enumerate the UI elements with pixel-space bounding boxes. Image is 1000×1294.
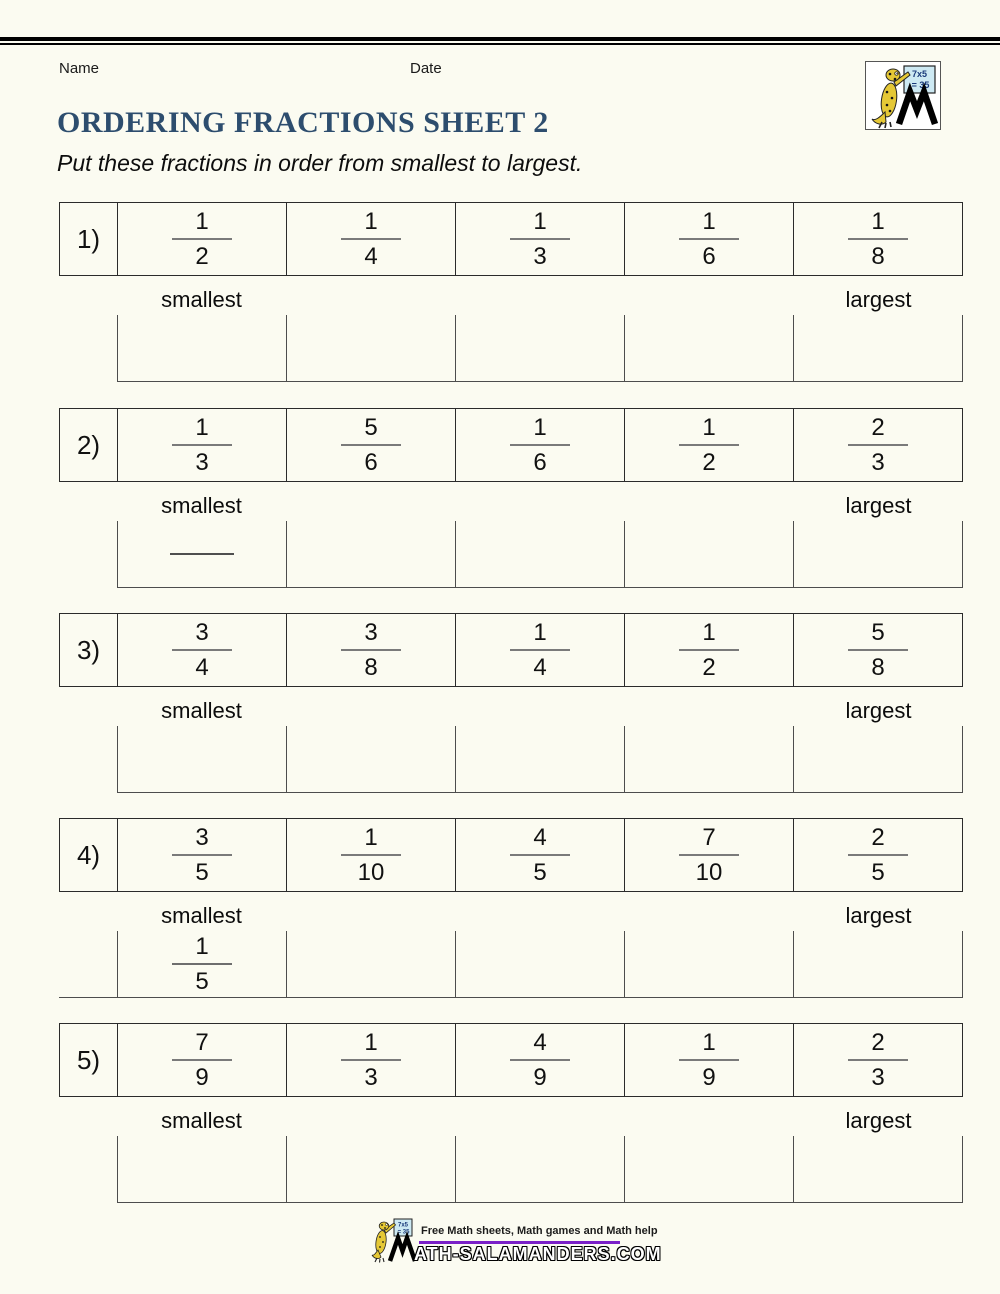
fraction-denominator: 4 <box>533 654 547 681</box>
fraction-numerator: 2 <box>871 413 885 441</box>
fraction-cell <box>794 409 962 481</box>
problem-row-5 <box>0 1023 1000 1203</box>
fraction-denominator: 6 <box>533 449 547 476</box>
salamander-easel-icon <box>866 62 940 129</box>
largest-label: largest <box>845 698 912 723</box>
answer-cell <box>455 521 624 587</box>
top-rule-thick <box>0 37 1000 41</box>
fraction-bar-line <box>172 444 232 446</box>
largest-label: largest <box>845 287 912 312</box>
fraction-bar-line <box>679 854 739 856</box>
fraction-numerator: 7 <box>195 1028 209 1056</box>
answer-cell <box>793 1136 963 1202</box>
fraction-denominator: 10 <box>357 859 385 886</box>
fraction-bar-line <box>341 649 401 651</box>
fraction-table <box>59 202 963 276</box>
fraction-table <box>59 408 963 482</box>
fraction-cell <box>118 614 287 686</box>
answer-cell <box>286 1136 455 1202</box>
fraction-cell <box>625 614 794 686</box>
fraction-numerator: 1 <box>364 823 378 851</box>
answer-cell <box>624 521 793 587</box>
footer-card-line2: = 35 <box>397 1229 410 1236</box>
answer-row-lead-line <box>59 997 117 998</box>
fraction-bar-line <box>341 238 401 240</box>
smallest-label: smallest <box>161 493 242 518</box>
fraction-numerator: 3 <box>195 823 209 851</box>
fraction-cell <box>456 203 625 275</box>
fraction-cell <box>794 614 962 686</box>
answer-cell <box>117 521 286 587</box>
fraction-denominator: 4 <box>195 654 209 681</box>
answer-fraction-numerator: 1 <box>195 932 209 960</box>
answer-cell <box>455 931 624 997</box>
fraction-denominator: 4 <box>364 243 378 270</box>
fraction-bar-line <box>510 649 570 651</box>
fraction-table <box>59 613 963 687</box>
problem-row-2 <box>0 408 1000 588</box>
footer-tagline: Free Math sheets, Math games and Math help <box>421 1225 658 1237</box>
smallest-label: smallest <box>161 698 242 723</box>
fraction-cell <box>625 1024 794 1096</box>
fraction-cell <box>287 203 456 275</box>
answer-cell <box>624 1136 793 1202</box>
answer-cell <box>624 315 793 381</box>
fraction-cell <box>118 203 287 275</box>
fraction-cell <box>456 614 625 686</box>
logo-card-line2: = 35 <box>911 80 930 90</box>
math-salamanders-logo <box>865 61 941 130</box>
fraction-cell <box>287 819 456 891</box>
answer-row <box>117 1136 963 1203</box>
fraction-denominator: 10 <box>695 859 723 886</box>
fraction-denominator: 6 <box>364 449 378 476</box>
fraction-denominator: 2 <box>195 243 209 270</box>
top-rule-thin <box>0 43 1000 45</box>
answer-cell <box>286 726 455 792</box>
fraction-bar-line <box>341 444 401 446</box>
fraction-cell <box>287 1024 456 1096</box>
fraction-table <box>59 818 963 892</box>
fraction-denominator: 9 <box>195 1064 209 1091</box>
answer-cell <box>793 521 963 587</box>
fraction-numerator: 1 <box>702 207 716 235</box>
answer-row <box>117 931 963 998</box>
fraction-numerator: 4 <box>533 823 547 851</box>
footer-card-line1: 7x5 <box>397 1222 409 1229</box>
problem-number: 2) <box>60 409 118 481</box>
fraction-cell <box>625 819 794 891</box>
instruction-text: Put these fractions in order from smallest to largest. <box>57 150 583 176</box>
fraction-denominator: 8 <box>871 654 885 681</box>
fraction-denominator: 3 <box>364 1064 378 1091</box>
fraction-cell <box>287 614 456 686</box>
problem-number: 5) <box>60 1024 118 1096</box>
answer-cell <box>286 521 455 587</box>
answer-row <box>117 315 963 382</box>
fraction-numerator: 1 <box>364 1028 378 1056</box>
fraction-numerator: 1 <box>702 1028 716 1056</box>
fraction-numerator: 5 <box>364 413 378 441</box>
answer-cell <box>793 315 963 381</box>
largest-label: largest <box>845 903 912 928</box>
fraction-bar-line <box>172 963 232 965</box>
fraction-bar-line <box>510 854 570 856</box>
page-title: ORDERING FRACTIONS SHEET 2 <box>57 106 549 139</box>
fraction-cell <box>794 819 962 891</box>
fraction-bar-line <box>848 649 908 651</box>
problem-row-1 <box>0 202 1000 382</box>
fraction-bar-line <box>679 649 739 651</box>
fraction-denominator: 8 <box>871 243 885 270</box>
fraction-table <box>59 1023 963 1097</box>
smallest-label: smallest <box>161 287 242 312</box>
name-label: Name <box>59 60 100 77</box>
fraction-bar-line <box>341 1059 401 1061</box>
fraction-denominator: 9 <box>702 1064 716 1091</box>
problem-number: 4) <box>60 819 118 891</box>
fraction-numerator: 1 <box>364 207 378 235</box>
answer-cell <box>455 726 624 792</box>
fraction-numerator: 4 <box>533 1028 547 1056</box>
fraction-bar-line <box>172 649 232 651</box>
fraction-denominator: 9 <box>533 1064 547 1091</box>
fraction-denominator: 3 <box>195 449 209 476</box>
fraction-bar-line <box>341 854 401 856</box>
answer-cell <box>455 1136 624 1202</box>
fraction-numerator: 1 <box>533 207 547 235</box>
fraction-numerator: 1 <box>533 413 547 441</box>
answer-cell <box>117 1136 286 1202</box>
smallest-label: smallest <box>161 1108 242 1133</box>
answer-cell <box>624 726 793 792</box>
answer-cell <box>793 931 963 997</box>
fraction-bar-line <box>172 1059 232 1061</box>
fraction-numerator: 2 <box>871 823 885 851</box>
fraction-numerator: 2 <box>871 1028 885 1056</box>
fraction-cell <box>118 409 287 481</box>
fraction-denominator: 8 <box>364 654 378 681</box>
fraction-numerator: 1 <box>702 413 716 441</box>
fraction-bar-line <box>172 238 232 240</box>
fraction-numerator: 1 <box>195 413 209 441</box>
answer-blank-fraction-bar <box>170 553 234 555</box>
fraction-bar-line <box>679 238 739 240</box>
answer-cell <box>117 315 286 381</box>
fraction-bar-line <box>848 238 908 240</box>
fraction-cell <box>118 1024 287 1096</box>
fraction-cell <box>625 409 794 481</box>
fraction-bar-line <box>848 1059 908 1061</box>
answer-cell <box>455 315 624 381</box>
fraction-numerator: 5 <box>871 618 885 646</box>
problem-row-4 <box>0 818 1000 998</box>
fraction-cell <box>794 1024 962 1096</box>
fraction-cell <box>118 819 287 891</box>
footer-site-wordmark: ATH-SALAMANDERS.COM <box>414 1244 662 1264</box>
answer-cell <box>286 315 455 381</box>
fraction-denominator: 5 <box>533 859 547 886</box>
fraction-bar-line <box>510 238 570 240</box>
fraction-cell <box>794 203 962 275</box>
fraction-denominator: 6 <box>702 243 716 270</box>
answer-row <box>117 521 963 588</box>
fraction-cell <box>456 1024 625 1096</box>
answer-cell <box>793 726 963 792</box>
fraction-bar-line <box>848 854 908 856</box>
fraction-numerator: 1 <box>871 207 885 235</box>
logo-card-line1: 7x5 <box>911 69 928 79</box>
fraction-bar-line <box>510 1059 570 1061</box>
problem-number: 1) <box>60 203 118 275</box>
fraction-cell <box>456 819 625 891</box>
date-label: Date <box>410 60 442 77</box>
fraction-bar-line <box>848 444 908 446</box>
fraction-denominator: 5 <box>195 859 209 886</box>
fraction-cell <box>287 409 456 481</box>
fraction-denominator: 3 <box>871 1064 885 1091</box>
fraction-numerator: 3 <box>364 618 378 646</box>
smallest-label: smallest <box>161 903 242 928</box>
largest-label: largest <box>845 493 912 518</box>
fraction-cell <box>625 203 794 275</box>
fraction-numerator: 7 <box>702 823 716 851</box>
fraction-numerator: 1 <box>533 618 547 646</box>
fraction-bar-line <box>172 854 232 856</box>
fraction-denominator: 3 <box>871 449 885 476</box>
answer-fraction-denominator: 5 <box>195 968 209 995</box>
fraction-denominator: 5 <box>871 859 885 886</box>
fraction-denominator: 2 <box>702 449 716 476</box>
fraction-bar-line <box>679 444 739 446</box>
fraction-cell <box>456 409 625 481</box>
answer-row <box>117 726 963 793</box>
fraction-numerator: 1 <box>195 207 209 235</box>
answer-cell <box>117 931 286 997</box>
largest-label: largest <box>845 1108 912 1133</box>
fraction-bar-line <box>510 444 570 446</box>
fraction-denominator: 2 <box>702 654 716 681</box>
answer-cell <box>624 931 793 997</box>
problem-row-3 <box>0 613 1000 793</box>
problem-number: 3) <box>60 614 118 686</box>
answer-cell <box>117 726 286 792</box>
fraction-numerator: 1 <box>702 618 716 646</box>
fraction-denominator: 3 <box>533 243 547 270</box>
fraction-numerator: 3 <box>195 618 209 646</box>
answer-cell <box>286 931 455 997</box>
fraction-bar-line <box>679 1059 739 1061</box>
